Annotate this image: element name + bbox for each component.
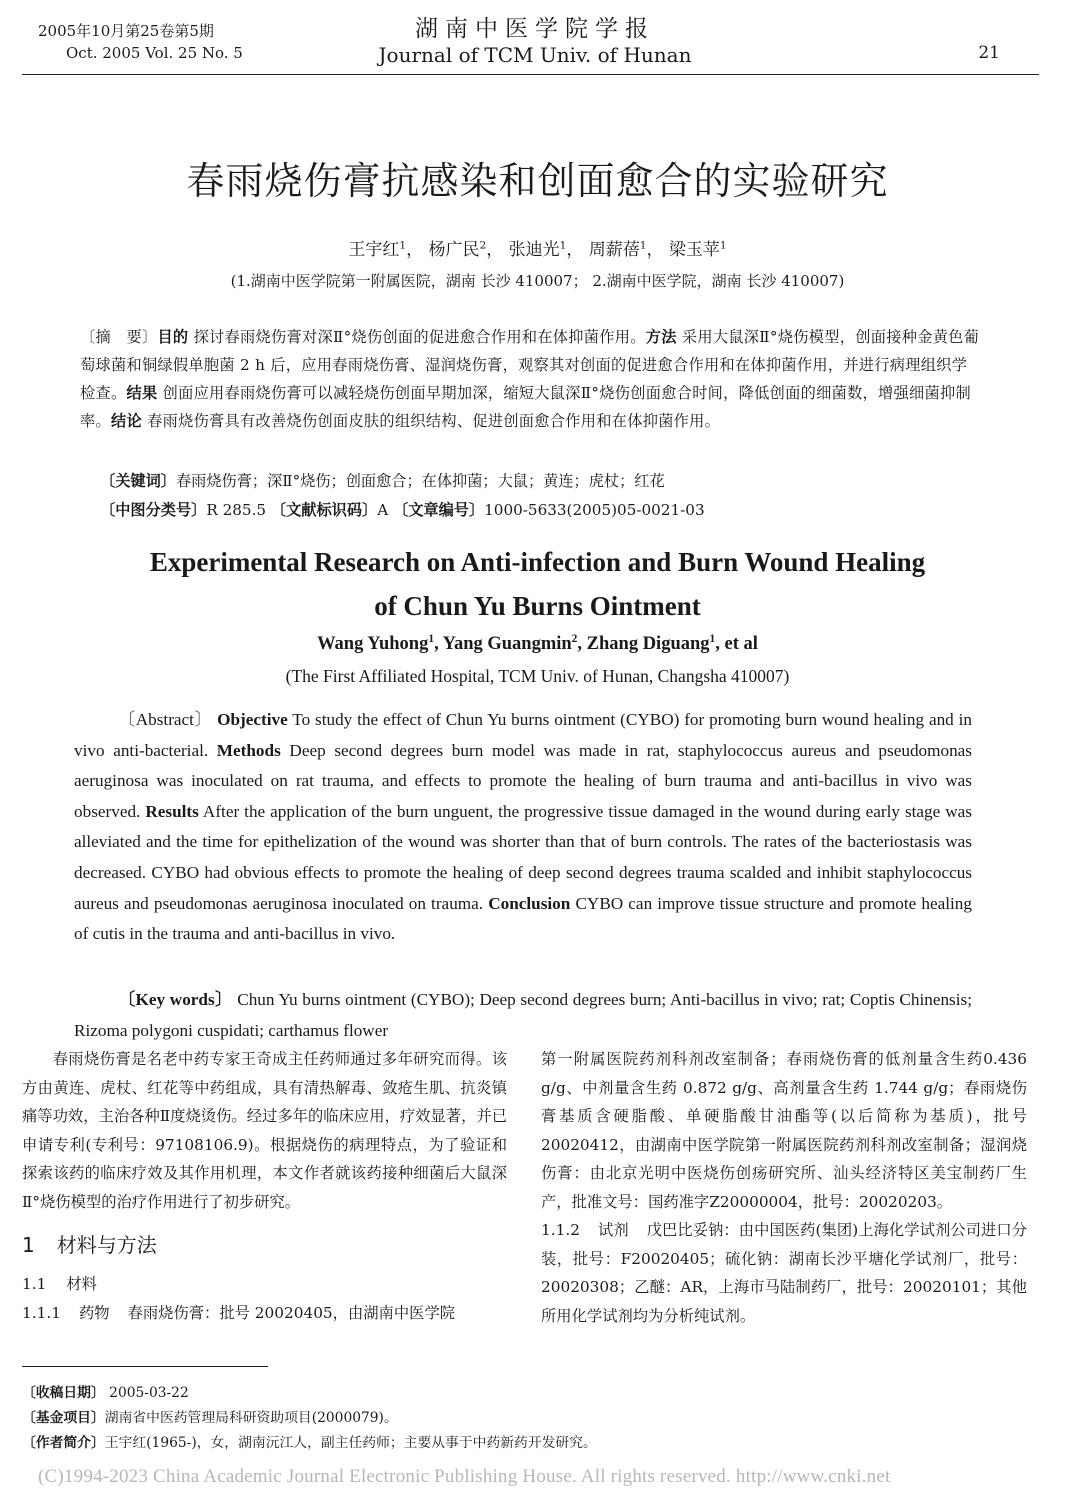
paper-title-en: Experimental Research on Anti-infection and Burn Wound Healing of Chun Yu Burns Ointment bbox=[149, 547, 926, 621]
journal-name-zh: 湖南中医学院学报 bbox=[415, 16, 655, 42]
body-column-right bbox=[541, 1045, 1027, 1330]
paper-title-zh: 春雨烧伤膏抗感染和创面愈合的实验研究 bbox=[186, 159, 889, 203]
footnote-fund: 〔基金项目〕湖南省中医药管理局科研资助项目(2000079)。 bbox=[22, 1410, 398, 1426]
abstract-zh: 〔摘 要〕目的 探讨春雨烧伤膏对深Ⅱ°烧伤创面的促进愈合作用和在体抑菌作用。方法 采用大鼠深Ⅱ°烧伤模型，创面接种金黄色葡萄球菌和铜绿假单胞菌 2 h 后，应用春雨烧伤膏、湿润烧伤膏，观察其对创面的促进愈合作用和在体抑菌作用，并进行病理组织学检查。结果 创面应用春雨烧伤膏可以减轻烧伤创面早期加深，缩短大鼠深Ⅱ°烧伤创面愈合时间，降低创面的细菌数，增强细菌抑制率。结论 春雨烧伤膏具有改善烧伤创面皮肤的组织结构、促进创面愈合作用和在体抑菌作用。 bbox=[80, 328, 980, 430]
keywords-en: 〔Key words〕 Chun Yu burns ointment (CYBO); Deep second degrees burn; Anti-bacillus in vivo; rat; Coptis Chinensis; Rizoma polygoni cuspidati; carthamus flower bbox=[74, 990, 972, 1040]
author-zh: 王宇红 bbox=[348, 240, 400, 260]
keywords-zh: 〔关键词〕春雨烧伤膏；深Ⅱ°烧伤；创面愈合；在体抑菌；大鼠；黄连；虎杖；红花 bbox=[100, 472, 665, 490]
classification-zh: 〔中图分类号〕R 285.5 〔文献标识码〕A 〔文章编号〕1000-5633(2005)05-0021-03 bbox=[100, 501, 705, 519]
authors-en: Wang Yuhong$^1$, Yang Guangmin$^2$, Zhang Diguang$^1$, et al bbox=[317, 633, 758, 655]
affiliation-en: (The First Affiliated Hospital, TCM Univ. of Hunan, Changsha 410007) bbox=[285, 666, 790, 686]
authors-zh: 王宇红$^1$， 杨广民$^2$， 张迪光$^1$， 周薪蓓$^1$， 梁玉苹$^1$ bbox=[348, 239, 727, 260]
results-label: 结果 bbox=[126, 384, 158, 402]
methods-label: 方法 bbox=[645, 328, 677, 346]
issue-info bbox=[38, 20, 243, 64]
intro-paragraph: 春雨烧伤膏是名老中药专家王奇成主任药师通过多年研究而得。该方由黄连、虎杖、红花等中药组成，具有清热解毒、敛疮生肌、抗炎镇痛等功效，主治各种Ⅱ度烧烫伤。经过多年的临床应用，疗效显著，并已申请专利(专利号：97108106.9)。根据烧伤的病理特点，为了验证和探索该药的临床疗效及其作用机理，本文作者就该药接种细菌后大鼠深Ⅱ°烧伤模型的治疗作用进行了初步研究。 bbox=[22, 1050, 507, 1211]
subsection-1-1-2: 1.1.2 试剂 戊巴比妥钠：由中国医药(集团)上海化学试剂公司进口分装，批号：F20020405；硫化钠：湖南长沙平塘化学试剂厂，批号：20020308；乙醚：AR，上海市马陆制药厂，批号：20020101；其他所用化学试剂均为分析纯试剂。 bbox=[541, 1221, 1027, 1325]
footnote-bio: 〔作者简介〕王宇红(1965-)，女，湖南沅江人，副主任药师；主要从事于中药新药开发研究。 bbox=[22, 1435, 597, 1451]
copyright-watermark: (C)1994-2023 China Academic Journal Electronic Publishing House. All rights reserved. http://www.cnki.net bbox=[38, 1466, 891, 1487]
issue-zh: 2005年10月第25卷第5期 bbox=[38, 22, 214, 40]
subsection-1-1-1-continued: 第一附属医院药剂科剂改室制备；春雨烧伤膏的低剂量含生药0.436 g/g、中剂量含生药 0.872 g/g、高剂量含生药 1.744 g/g；春雨烧伤膏基质含硬脂酸、单硬脂酸甘油酯等(以后简称为基质)，批号 20020412，由湖南中医学院第一附属医院药剂科剂改室制备；湿润烧伤膏：由北京光明中医烧伤创疡研究所、汕头经济特区美宝制药厂生产，批准文号：国药准字Z20000004，批号：20020203。 bbox=[541, 1050, 1027, 1211]
footnote-received: 〔收稿日期〕 2005-03-22 bbox=[22, 1385, 189, 1401]
subsection-heading: 1.1 材料 bbox=[22, 1275, 97, 1293]
conclusion-label: 结论 bbox=[110, 412, 142, 430]
header-rule bbox=[22, 74, 1039, 75]
author-zh: 梁玉苹 bbox=[668, 240, 720, 260]
journal-name bbox=[300, 14, 770, 66]
body-column-left bbox=[22, 1045, 507, 1327]
footnote-rule bbox=[22, 1366, 268, 1367]
author-zh: 周薪蓓 bbox=[588, 240, 640, 260]
page-number: 21 bbox=[978, 43, 1000, 63]
abstract-zh-label: 〔摘 要〕 bbox=[80, 328, 158, 346]
footnotes bbox=[22, 1381, 597, 1456]
section-heading: 1 材料与方法 bbox=[22, 1233, 157, 1257]
subsection-1-1-1: 1.1.1 药物 春雨烧伤膏：批号 20020405，由湖南中医学院 bbox=[22, 1303, 456, 1322]
author-zh: 张迪光 bbox=[508, 240, 560, 260]
journal-name-en: Journal of TCM Univ. of Hunan bbox=[378, 43, 692, 67]
author-zh: 杨广民 bbox=[428, 240, 480, 260]
issue-en: Oct. 2005 Vol. 25 No. 5 bbox=[66, 44, 243, 62]
objective-label: 目的 bbox=[157, 328, 189, 346]
affiliations-zh: (1.湖南中医学院第一附属医院，湖南 长沙 410007； 2.湖南中医学院，湖南 长沙 410007) bbox=[230, 272, 845, 290]
abstract-en: 〔Abstract〕 Objective To study the effect of Chun Yu burns ointment (CYBO) for promoting burn wound healing and in vivo anti-bacterial. Methods Deep second degrees burn model was made in rat, staphylococcus aureus and pseudomonas aeruginosa was inoculated on rat trauma, and effects to promote the healing of burn trauma and anti-bacillus in vivo was observed. Results After the application of the burn unguent, the progressive tissue damaged in the wound during early stage was alleviated and the time for epithelization of the wound was shorter than that of burn controls. The rates of the bacteriostasis was decreased. CYBO had obvious effects to promote the healing of deep second degrees trauma scalded and inhibit staphylococcus aureus and pseudomonas aeruginosa inoculated on trauma. Conclusion CYBO can improve tissue structure and promote healing of cutis in the trauma and anti-bacillus in vivo. bbox=[74, 710, 973, 944]
